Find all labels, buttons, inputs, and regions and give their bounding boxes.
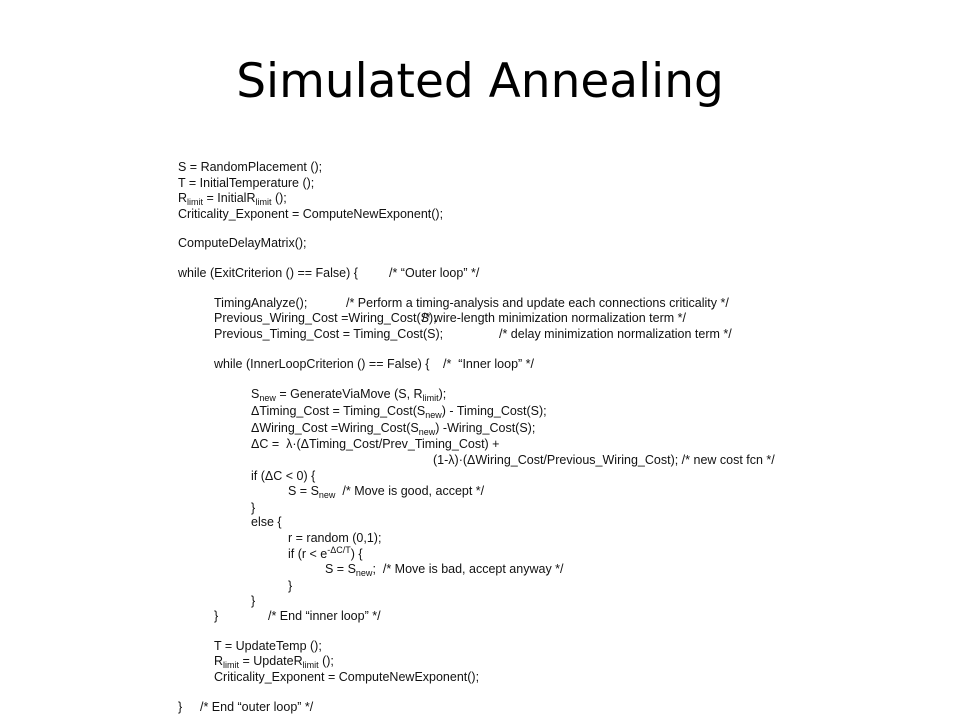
code-line: $R_{limit}$ = UpdateR$_{limit}$ (); [214, 654, 334, 670]
code-line: } [288, 579, 293, 593]
code-line: TimingAnalyze(); [214, 296, 308, 310]
code-line: ΔWiring_Cost $=Wiring\_Cost(S_{new})$ -Wiring_Cost(S); [251, 421, 536, 437]
code-comment: /* Perform a timing-analysis and update each connections criticality */ [346, 296, 729, 310]
code-line: $S = S_{new}$ /* Move is good, accept */ [288, 484, 485, 500]
slide-title: Simulated Annealing [236, 54, 724, 109]
code-line: T = UpdateTemp (); [214, 639, 322, 653]
code-comment: /* “Inner loop” */ [443, 357, 535, 371]
code-line: Previous_Wiring_Cost =Wiring_Cost(S); [214, 311, 437, 325]
code-line: else { [251, 515, 282, 529]
code-line: } [214, 609, 219, 623]
code-comment: /* End “inner loop” */ [268, 609, 381, 623]
code-line: } [178, 700, 183, 714]
code-comment: /* delay minimization normalization term */ [499, 327, 732, 341]
code-line: if $(r < e^{-\Delta C/T})$ { [288, 545, 363, 561]
code-line: Previous_Timing_Cost = Timing_Cost(S); [214, 327, 444, 341]
code-line: while (ExitCriterion () == False) { [178, 266, 358, 280]
code-line: if (ΔC < 0) { [251, 469, 316, 483]
code-line: ComputeDelayMatrix(); [178, 236, 307, 250]
code-line: $S_{new}$ = GenerateViaMove (S, $R_{limit}$); [251, 387, 447, 403]
code-line: T = InitialTemperature (); [178, 176, 315, 190]
code-comment: /* “Outer loop” */ [389, 266, 480, 280]
code-line: Criticality_Exponent = ComputeNewExponent(); [214, 670, 480, 684]
code-comment: /* End “outer loop” */ [200, 700, 314, 714]
code-line: S = RandomPlacement (); [178, 160, 323, 174]
code-line: $S = S_{new}$; /* Move is bad, accept anyway */ [325, 562, 564, 578]
code-line: ΔC = λ·(ΔTiming_Cost/Prev_Timing_Cost) + [251, 437, 500, 451]
code-line: } [251, 501, 256, 515]
code-line: Criticality_Exponent = ComputeNewExponent(); [178, 207, 444, 221]
code-line: $R_{limit}$ = InitialR$_{limit}$ (); [178, 191, 287, 207]
code-line: (1-λ)·(ΔWiring_Cost/Previous_Wiring_Cost); /* new cost fcn */ [433, 453, 775, 467]
code-line: } [251, 594, 256, 608]
code-line: while (InnerLoopCriterion () == False) { [214, 357, 430, 371]
code-line: ΔTiming_Cost = $Timing\_Cost(S_{new})$ - Timing_Cost(S); [251, 404, 547, 420]
code-comment: /* wire-length minimization normalization term */ [422, 311, 686, 325]
code-line: r = random (0,1); [288, 531, 382, 545]
